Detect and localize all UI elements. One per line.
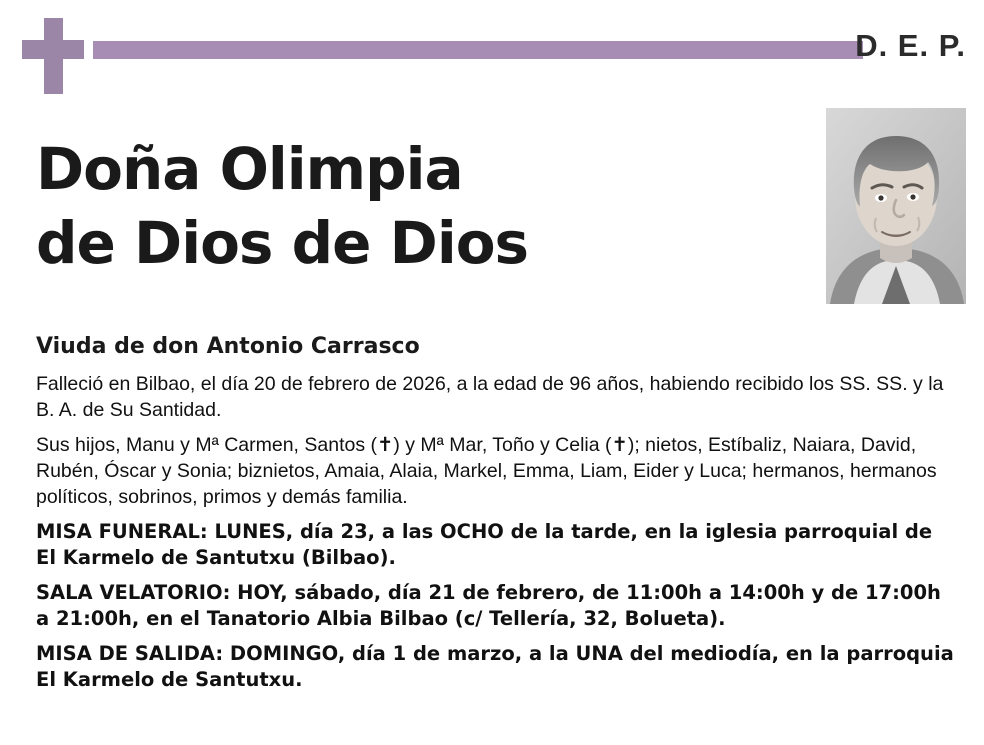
family-paragraph: Sus hijos, Manu y Mª Carmen, Santos (✝) y Mª Mar, Toño y Celia (✝); nietos, Estíbaliz, Naiara, David, Rubén, Óscar y Sonia; biznietos, Amaia, Alaia, Markel, Emma, Liam, Eider y Luca; hermanos, hermanos políticos, sobrinos, primos y demás familia. [36,434,937,508]
funeral-mass-paragraph: MISA FUNERAL: LUNES, día 23, a las OCHO de la tarde, en la iglesia parroquial de El Karmelo de Santutxu (Bilbao). [36,520,933,569]
deceased-name [36,132,816,280]
dep-label: D. E. P. [855,28,966,63]
widow-of-line: Viuda de don Antonio Carrasco [36,334,420,359]
header-band [0,0,984,100]
portrait-photo [826,108,966,304]
obituary-body [36,330,956,702]
portrait-illustration [826,108,966,304]
death-notice-paragraph: Falleció en Bilbao, el día 20 de febrero de 2026, a la edad de 96 años, habiendo recibido los SS. SS. y la B. A. de Su Santidad. [36,373,944,421]
cross-icon [22,18,84,94]
name-line-2: de Dios de Dios [36,209,529,277]
departure-mass-paragraph: MISA DE SALIDA: DOMINGO, día 1 de marzo, a la UNA del mediodía, en la parroquia El Karmelo de Santutxu. [36,642,954,691]
wake-room-paragraph: SALA VELATORIO: HOY, sábado, día 21 de febrero, de 11:00h a 14:00h y de 17:00h a 21:00h, en el Tanatorio Albia Bilbao (c/ Tellería, 32, Bolueta). [36,581,941,630]
header-accent-rule [93,41,863,59]
cross-horizontal-bar [22,40,84,59]
name-line-1: Doña Olimpia [36,135,463,203]
